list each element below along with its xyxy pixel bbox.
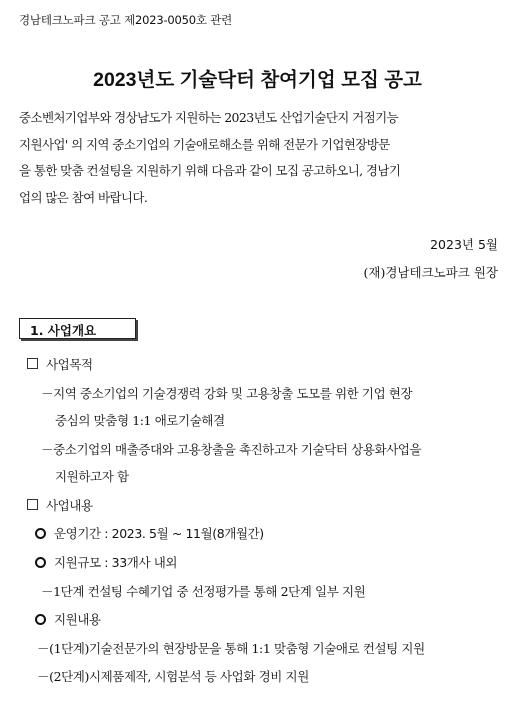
checkbox-square-icon — [27, 499, 38, 510]
intro-paragraph — [19, 105, 502, 211]
section-heading: 1. 사업개요 — [30, 323, 97, 338]
announcement-date: 2023년 5월 — [430, 237, 498, 252]
intro-line: 을 통한 맞춤 컨설팅을 지원하기 위해 다음과 같이 모집 공고하오니, 경남기 — [19, 163, 401, 178]
purpose-item-cont: 지원하고자 함 — [55, 469, 129, 484]
section-heading-box — [19, 318, 136, 339]
content-label: 사업내용 — [46, 498, 93, 513]
bullet-circle-icon — [35, 614, 46, 625]
intro-line: 지원사업' 의 지역 중소기업의 기술애로해소를 위해 전문가 기업현장방문 — [19, 136, 390, 152]
intro-line: 업의 많은 참여 바랍니다. — [19, 189, 148, 205]
purpose-heading — [27, 355, 93, 373]
intro-line: 중소벤처기업부와 경상남도가 지원하는 2023년도 산업기술단지 거점기능 — [19, 110, 399, 125]
checkbox-square-icon — [27, 358, 38, 369]
bullet-circle-icon — [35, 528, 46, 539]
purpose-label: 사업목적 — [46, 357, 93, 372]
support-item-stage2: －(2단계)시제품제작, 시험분석 등 사업화 경비 지원 — [37, 669, 309, 684]
operation-period — [35, 524, 264, 542]
announcement-reference: 경남테크노파크 공고 제2023-0050호 관련 — [19, 13, 233, 27]
support-content-label: 지원내용 — [54, 612, 101, 627]
operation-period-text: 운영기간 : 2023. 5월 ~ 11월(8개월간) — [54, 526, 264, 541]
purpose-item: －중소기업의 매출증대와 고용창출을 촉진하고자 기술닥터 상용화사업을 — [41, 442, 422, 457]
support-scale-note: －1단계 컨설팅 수혜기업 중 선정평가를 통해 2단계 일부 지원 — [41, 584, 366, 599]
support-content-heading — [35, 610, 101, 628]
support-item-stage1: －(1단계)기술전문가의 현장방문을 통해 1:1 맞춤형 기술애로 컨설팅 지원 — [37, 641, 425, 656]
bullet-circle-icon — [35, 557, 46, 568]
purpose-item-cont: 중심의 맞춤형 1:1 애로기술해결 — [55, 413, 225, 428]
signer: (재)경남테크노파크 원장 — [363, 265, 498, 280]
content-heading — [27, 496, 93, 514]
support-scale-text: 지원규모 : 33개사 내외 — [54, 555, 178, 570]
document-title: 2023년도 기술닥터 참여기업 모집 공고 — [93, 69, 422, 91]
support-scale — [35, 553, 177, 571]
purpose-item: －지역 중소기업의 기술경쟁력 강화 및 고용창출 도모를 위한 기업 현장 — [41, 386, 413, 401]
